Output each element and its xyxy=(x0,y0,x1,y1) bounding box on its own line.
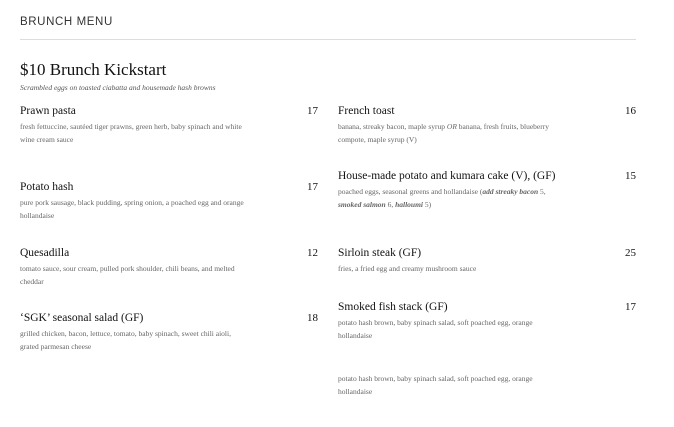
kickstart-subtitle: Scrambled eggs on toasted ciabatta and housemade hash browns xyxy=(20,83,216,92)
item-desc: fries, a fried egg and creamy mushroom sauce xyxy=(338,264,477,273)
menu-item-extra xyxy=(338,370,636,398)
menu-item xyxy=(338,247,636,276)
desc-part: poached eggs, seasonal greens and hollandaise ( xyxy=(338,187,483,196)
addon: smoked salmon xyxy=(338,199,386,209)
desc-part: 5, xyxy=(538,187,546,196)
menu-item xyxy=(20,181,318,222)
menu-header: BRUNCH MENU xyxy=(20,16,113,28)
item-desc: potato hash brown, baby spinach salad, soft poached egg, orange hollandaise xyxy=(338,374,533,396)
item-desc xyxy=(338,121,563,146)
menu-item xyxy=(20,247,318,288)
item-name: Prawn pasta xyxy=(20,105,76,117)
item-name: Quesadilla xyxy=(20,247,70,259)
item-name: Sirloin steak (GF) xyxy=(338,247,422,259)
item-desc: pure pork sausage, black pudding, spring onion, a poached egg and orange hollandaise xyxy=(20,198,244,220)
desc-part: 6, xyxy=(385,199,396,209)
item-desc xyxy=(338,186,563,211)
item-price: 16 xyxy=(625,105,636,117)
item-price: 17 xyxy=(307,181,318,193)
item-name: French toast xyxy=(338,105,395,117)
item-price: 18 xyxy=(307,312,318,324)
item-desc: tomato sauce, sour cream, pulled pork shoulder, chili beans, and melted cheddar xyxy=(20,264,235,286)
menu-item xyxy=(338,301,636,342)
item-name: Smoked fish stack (GF) xyxy=(338,301,448,313)
desc-or: OR xyxy=(446,122,457,131)
divider xyxy=(20,39,636,40)
item-price: 12 xyxy=(307,247,318,259)
item-name: Potato hash xyxy=(20,181,74,193)
item-desc: grilled chicken, bacon, lettuce, tomato, baby spinach, sweet chili aioli, grated parmesan cheese xyxy=(20,329,231,351)
menu-item xyxy=(338,170,636,211)
menu-item xyxy=(338,105,636,146)
item-price: 17 xyxy=(625,301,636,313)
desc-part: banana, streaky bacon, maple syrup xyxy=(338,122,447,131)
menu-item xyxy=(20,105,318,146)
item-price: 15 xyxy=(625,170,636,182)
kickstart-title: $10 Brunch Kickstart xyxy=(20,60,167,79)
item-name: House-made potato and kumara cake (V), (GF) xyxy=(338,170,556,182)
desc-part: 5) xyxy=(423,199,432,209)
item-desc: fresh fettuccine, sautéed tiger prawns, green herb, baby spinach and white wine cream sauce xyxy=(20,122,242,144)
item-name: ‘SGK’ seasonal salad (GF) xyxy=(20,312,144,324)
menu-item xyxy=(20,312,318,353)
desc-part: banana, fresh fruits, blueberry compote, maple syrup (V) xyxy=(338,122,549,144)
item-price: 25 xyxy=(625,247,636,259)
item-price: 17 xyxy=(307,105,318,117)
addon: halloumi xyxy=(395,199,424,209)
addon: add streaky bacon xyxy=(482,187,539,196)
item-desc: potato hash brown, baby spinach salad, soft poached egg, orange hollandaise xyxy=(338,318,533,340)
